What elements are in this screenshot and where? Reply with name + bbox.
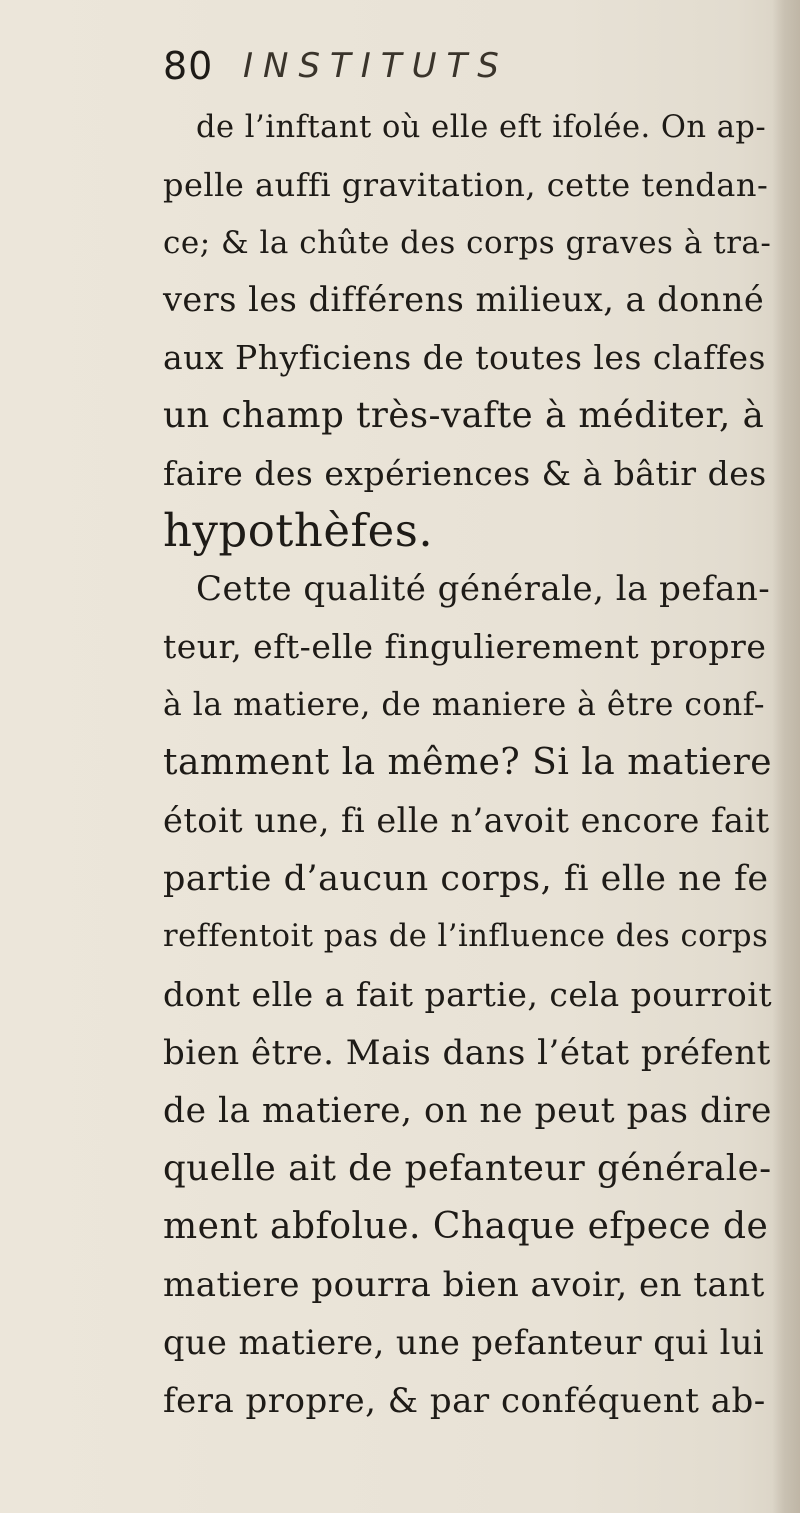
running-head: INSTITUTS — [243, 46, 509, 86]
text-line: quelle ait de pefanteur générale- — [163, 1148, 772, 1189]
text-line: à la matiere, de maniere à être conf- — [163, 687, 765, 723]
text-line: pelle auffi gravitation, cette tendan- — [163, 166, 769, 204]
text-line: hypothèfes. — [163, 504, 434, 557]
text-line: ment abfolue. Chaque efpece de — [163, 1206, 769, 1247]
text-line: vers les différens milieux, a donné — [163, 280, 765, 319]
text-line: partie d’aucun corps, fi elle ne fe — [163, 859, 769, 899]
text-line: matiere pourra bien avoir, en tant — [163, 1265, 765, 1305]
text-line: un champ très-vafte à méditer, à — [163, 395, 765, 436]
text-line: ce; & la chûte des corps graves à tra- — [163, 225, 772, 261]
text-line: aux Phyficiens de toutes les claffes — [163, 338, 766, 377]
text-line: reffentoit pas de l’influence des corps — [163, 919, 769, 954]
text-line: fera propre, & par conféquent ab- — [163, 1381, 766, 1421]
text-line: teur, eft-elle fingulierement propre — [163, 627, 767, 666]
text-line: bien être. Mais dans l’état préfent — [163, 1033, 771, 1073]
text-line: faire des expériences & à bâtir des — [163, 454, 767, 493]
text-line: Cette qualité générale, la pefan- — [196, 569, 771, 609]
text-line: tamment la même? Si la matiere — [163, 742, 773, 783]
text-line: de l’inftant où elle eft ifolée. On ap- — [196, 110, 767, 145]
text-line: dont elle a fait partie, cela pourroit — [163, 975, 773, 1014]
text-line: de la matiere, on ne peut pas dire — [163, 1091, 772, 1131]
text-line: que matiere, une pefanteur qui lui — [163, 1323, 765, 1362]
page-number: 80 — [163, 44, 214, 88]
text-line: étoit une, fi elle n’avoit encore fait — [163, 801, 770, 840]
